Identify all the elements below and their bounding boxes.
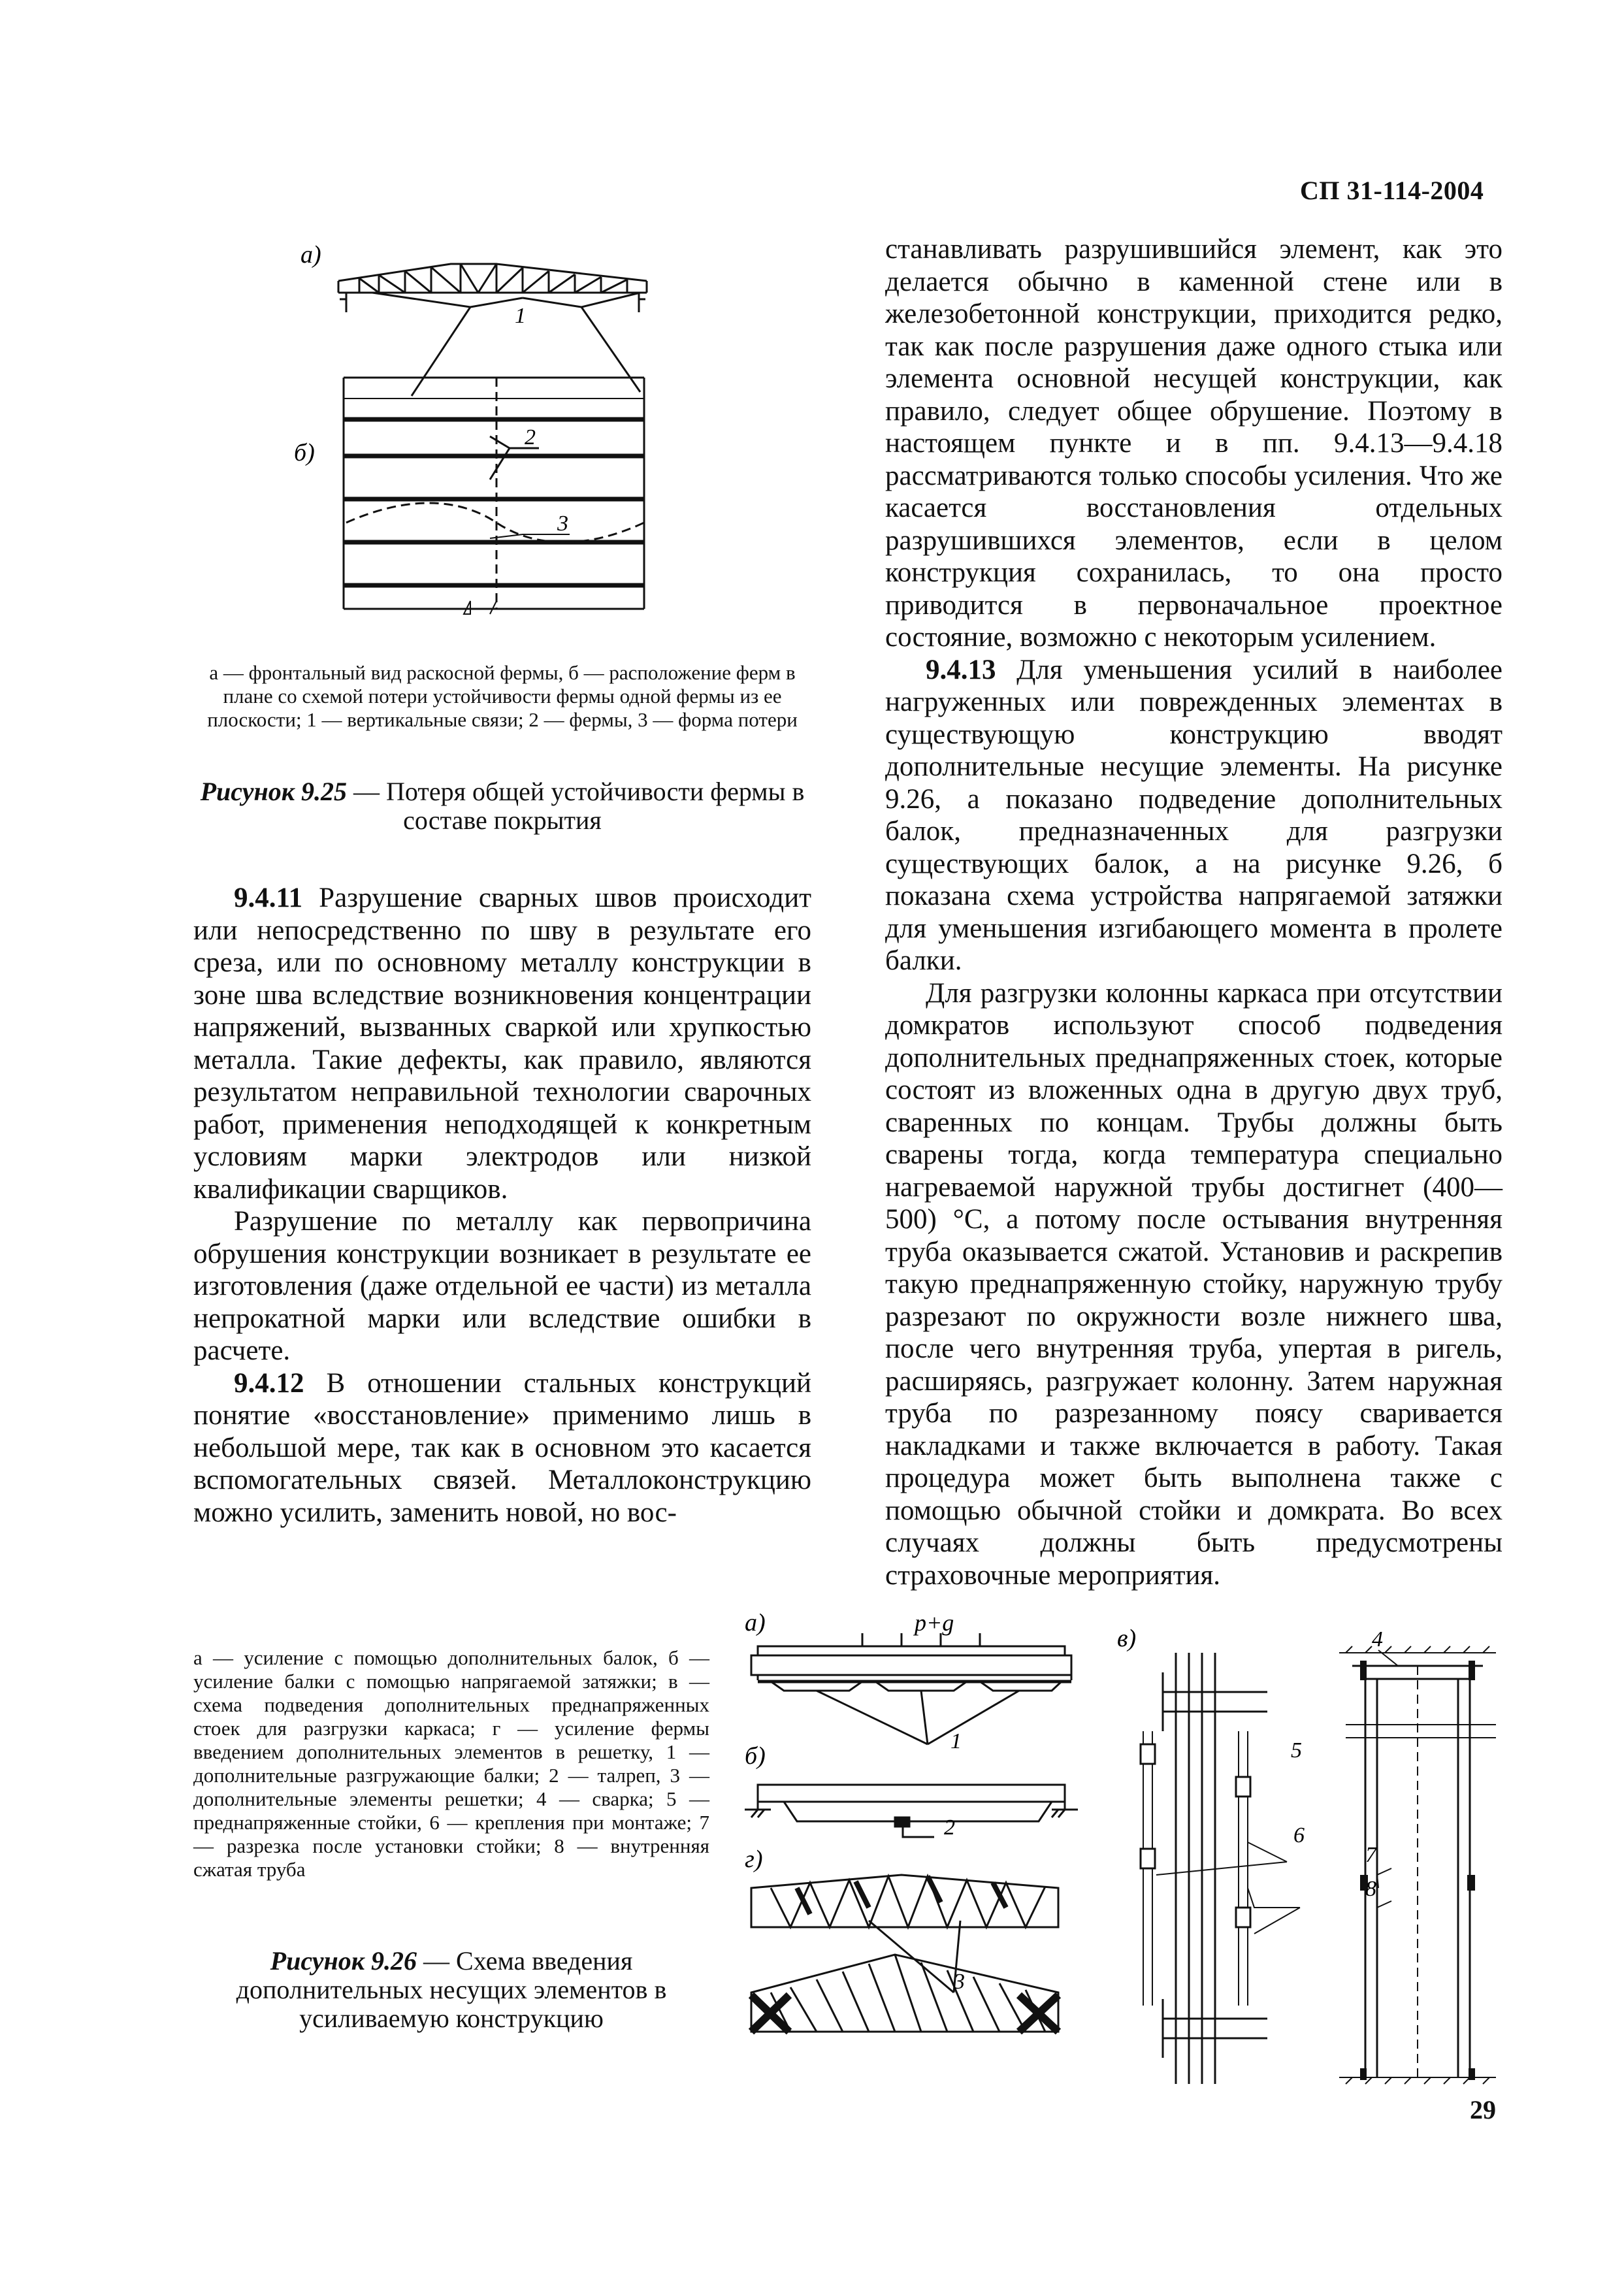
figure-9-25-legend: а — фронтальный вид раскосной фермы, б — расположение ферм в плане со схемой потери устойчивости фермы одной фермы из ее плоскости; 1 — вертикальные связи; 2 — фермы, 3 — форма потери xyxy=(207,661,798,731)
paragraph-9-4-11: 9.4.11 Разрушение сварных швов происходит или непосредственно по шву в результате его среза, или по основному металлу конструкции в зоне шва вследствие возникновения концентрации напряжений, вызванных сваркой или хрупкостью металла. Такие дефекты, как правило, являются результатом неправильной технологии сварочных работ, применения неподходящей к конкретным условиям марки электродов или низкой квалификации сварщиков. xyxy=(193,883,811,1205)
figure-9-25-caption xyxy=(193,777,811,835)
figure-9-25-drawing xyxy=(274,235,692,621)
fig926-label-1: 1 xyxy=(950,1729,962,1753)
fig926-label-7: 7 xyxy=(1365,1843,1376,1867)
fig926-label-2: 2 xyxy=(944,1815,955,1840)
figure-9-26-drawing-a-b-g xyxy=(732,1614,1097,2123)
fig926-label-8: 8 xyxy=(1365,1877,1376,1901)
figure-9-26-caption xyxy=(193,1947,709,2033)
paragraph-metal-failure: Разрушение по металлу как первопричина обрушения конструкции возникает в результате ее изготовления (даже отдельной ее части) из металла непрокатной марки или вследствие ошибки в расчете. xyxy=(193,1206,811,1366)
section-number-9-4-12: 9.4.12 xyxy=(234,1367,304,1399)
fig925-label-b: б) xyxy=(294,439,315,466)
fig926-label-g: г) xyxy=(745,1846,763,1873)
fig926-label-6: 6 xyxy=(1293,1823,1305,1847)
paragraph-9-4-12: 9.4.12 В отношении стальных конструкций понятие «восстановление» применимо лишь в небольшой мере, так как в основном это касается вспомогательных связей. Металлоконструкцию можно усилить, заменить новой, но вос- xyxy=(193,1367,811,1528)
fig925-label-3: 3 xyxy=(557,512,568,536)
fig926-label-5: 5 xyxy=(1291,1738,1302,1763)
figure-9-26-caption-label: Рисунок 9.26 xyxy=(270,1946,417,1976)
left-column xyxy=(193,882,811,1529)
figure-9-25-caption-text: — Потеря общей устойчивости фермы в составе покрытия xyxy=(347,777,805,835)
figure-9-26-caption-text: — Схема введения дополнительных несущих элементов в усиливаемую конструкцию xyxy=(236,1946,667,2033)
figure-9-25-caption-label: Рисунок 9.25 xyxy=(200,777,348,806)
fig925-label-2: 2 xyxy=(525,425,536,449)
section-number-9-4-11: 9.4.11 xyxy=(234,883,303,913)
section-number-9-4-13: 9.4.13 xyxy=(926,654,996,685)
fig925-label-a: а) xyxy=(300,241,321,268)
document-code: СП 31-114-2004 xyxy=(1300,176,1484,205)
figure-9-26-legend: а — усиление с помощью дополнительных балок, б — усиление балки с помощью напрягаемой затяжки; в — схема подведения дополнительных преднапряженных стоек для разгрузки каркаса; г — усиление фермы введением дополнительных элементов в решетку, 1 — дополнительные разгружающие балки; 2 — талреп, 3 — дополнительные элементы решетки; 4 — сварка; 5 — преднапряженные стойки, 6 — крепления при монтаже; 7 — разрезка после установки стойки; 8 — внутренняя сжатая труба xyxy=(193,1646,709,1881)
right-column xyxy=(885,233,1502,1591)
fig926-label-3: 3 xyxy=(954,1970,965,1994)
fig926-label-pg: p+g xyxy=(915,1614,954,1636)
fig925-label-1: 1 xyxy=(515,304,526,328)
figure-9-26-drawing-v xyxy=(1104,1627,1496,2097)
page-number: 29 xyxy=(1470,2095,1496,2124)
fig926-label-b: б) xyxy=(745,1742,766,1770)
fig926-label-4: 4 xyxy=(1372,1627,1383,1651)
fig926-label-a: а) xyxy=(745,1614,766,1636)
paragraph-9-4-13: 9.4.13 Для уменьшения усилий в наиболее нагруженных или поврежденных элементах в существующую конструкцию вводят дополнительные несущие элементы. На рисунке 9.26, а показано подведение дополнительных балок, предназначенных для разгрузки существующих балок, а на рисунке 9.26, б показана схема устройства напрягаемой затяжки для уменьшения изгибающего момента в пролете балки. xyxy=(885,654,1502,976)
fig926-label-v: в) xyxy=(1117,1627,1137,1652)
paragraph-column-unloading: Для разгрузки колонны каркаса при отсутствии домкратов используют способ подведения дополнительных преднапряженных стоек, которые состоят из вложенных одна в другую двух труб, сваренных по концам. Трубы должны быть сварены тогда, когда температура специально нагреваемой наружной трубы достигнет (400—500) °С, а потому после остывания внутренняя труба оказывается сжатой. Установив и раскрепив такую преднапряженную стойку, наружную трубу разрезают по окружности возле нижнего шва, после чего внутренняя труба, упертая в ригель, расширяясь, разгружает колонну. Затем наружная труба по разрезанному поясу сваривается накладками и также включается в работу. Такая процедура может быть выполнена также с помощью обычной стойки и домкрата. Во всех случаях должны быть предусмотрены страховочные мероприятия. xyxy=(885,977,1502,1591)
paragraph-continued: станавливать разрушившийся элемент, как это делается обычно в каменной стене или в железобетонной конструкции, приходится редко, так как после разрушения даже одного стыка или элемента основной несущей конструкции, как правило, следует общее обрушение. Поэтому в настоящем пункте и в пп. 9.4.13—9.4.18 рассматриваются только способы усиления. Что же касается восстановления отдельных разрушившихся элементов, если в целом конструкция сохранилась, то она просто приводится в первоначальное проектное состояние, возможно с некоторым усилением. xyxy=(885,234,1502,653)
